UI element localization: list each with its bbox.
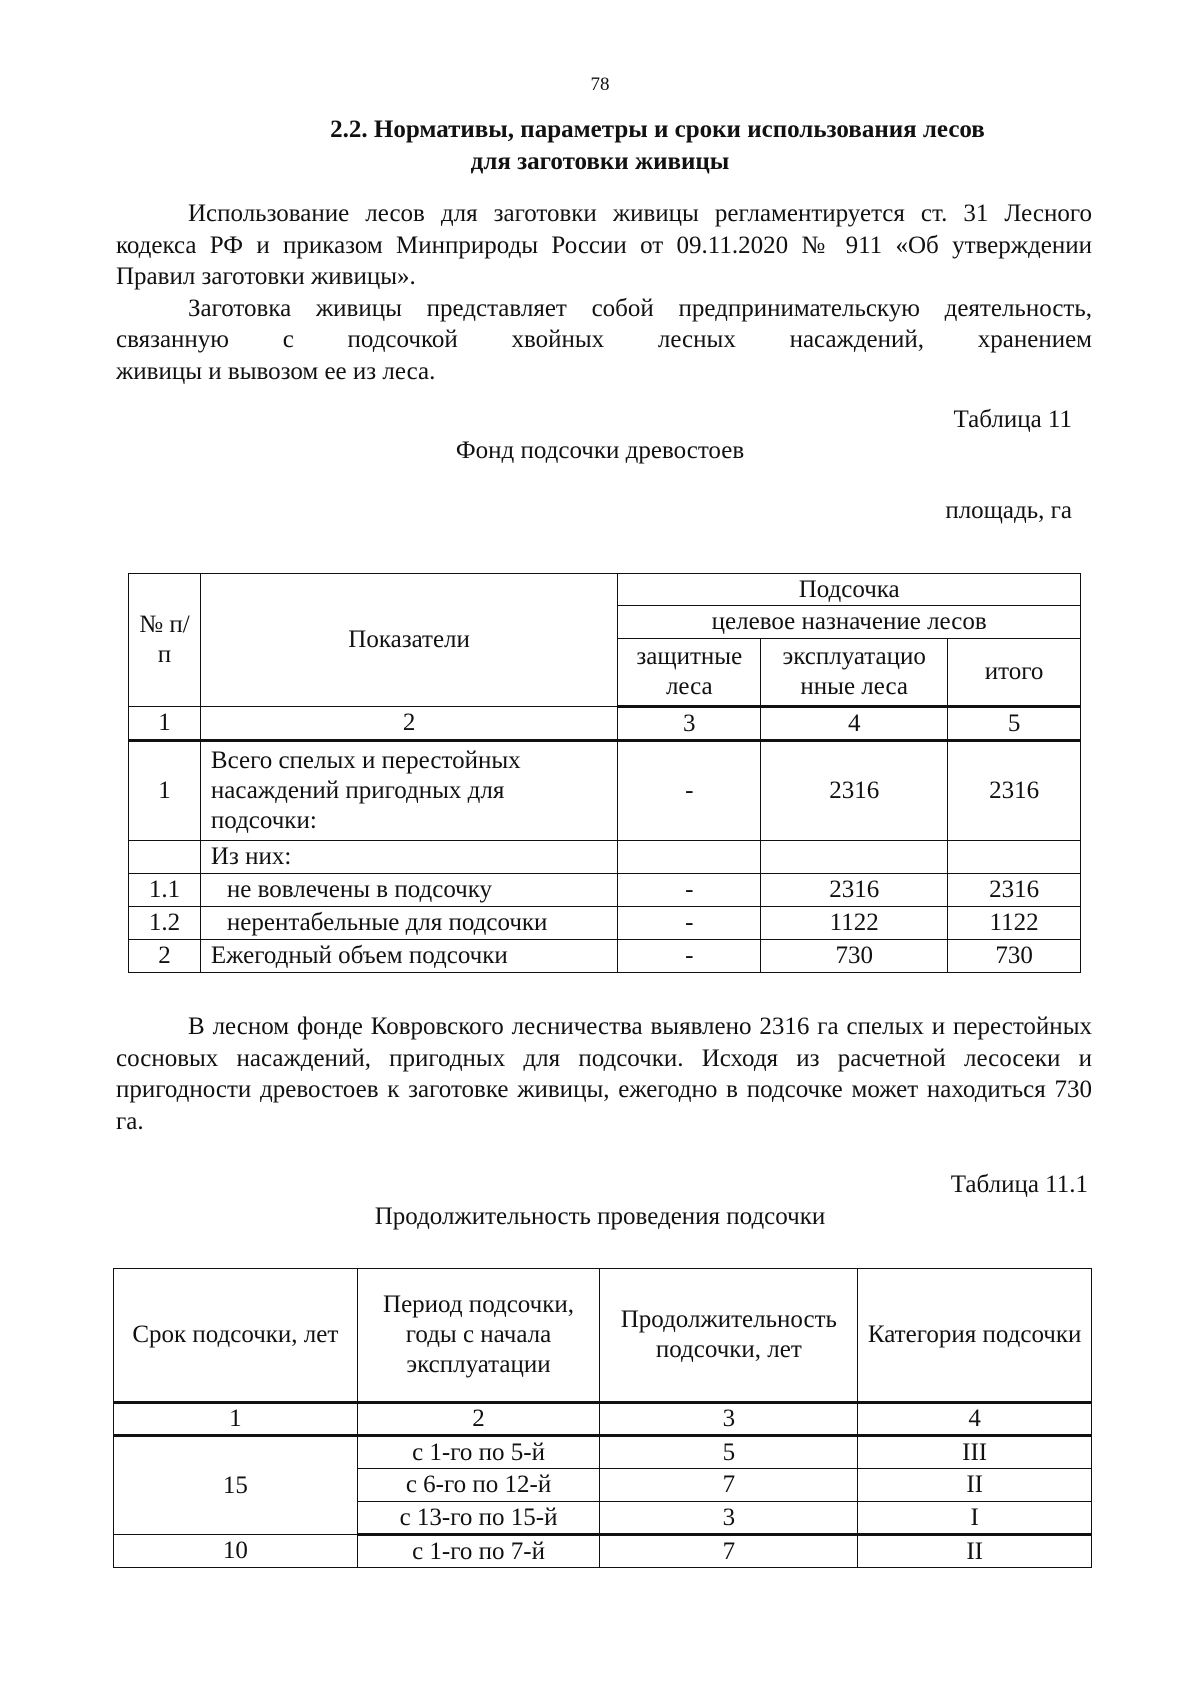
table-row — [114, 1436, 1092, 1469]
section-title-line2: для заготовки живицы — [470, 148, 730, 175]
row-name: Из них: — [200, 841, 617, 874]
table-row — [114, 1535, 1092, 1568]
row-duration: 7 — [600, 1535, 858, 1568]
row-exploit: 2316 — [761, 874, 948, 907]
row-period: с 6-го по 12-й — [357, 1469, 600, 1502]
table-row — [129, 874, 1081, 907]
colnum-2: 2 — [200, 707, 617, 741]
table-row — [129, 907, 1081, 940]
intro-text — [116, 198, 1092, 387]
header-protective: защитные леса — [618, 639, 761, 707]
header-subgroup: целевое назначение лесов — [618, 606, 1081, 639]
row-total: 2316 — [948, 741, 1081, 841]
header-period: Период подсочки, годы с начала эксплуатации — [357, 1269, 600, 1403]
colnum-4: 4 — [761, 707, 948, 741]
row-protective: - — [618, 940, 761, 973]
row-exploit — [761, 841, 948, 874]
term-15: 15 — [114, 1436, 358, 1535]
row-period: с 13-го по 15-й — [357, 1502, 600, 1535]
table-row — [129, 741, 1081, 841]
header-group: Подсочка — [618, 574, 1081, 606]
table11-1 — [113, 1268, 1092, 1568]
colnum-5: 5 — [948, 707, 1081, 741]
row-duration: 7 — [600, 1469, 858, 1502]
table11 — [128, 573, 1081, 973]
header-term: Срок подсочки, лет — [114, 1269, 358, 1403]
row-total: 2316 — [948, 874, 1081, 907]
row-protective: - — [618, 741, 761, 841]
row-num — [129, 841, 201, 874]
row-protective: - — [618, 874, 761, 907]
row-exploit: 730 — [761, 940, 948, 973]
section-title — [0, 114, 1200, 178]
row-total: 1122 — [948, 907, 1081, 940]
table11-title: Фонд подсочки древостоев — [455, 437, 745, 464]
table-row — [129, 940, 1081, 973]
row-category: I — [858, 1502, 1092, 1535]
header-num: № п/п — [129, 574, 201, 707]
section-title-line1: 2.2. Нормативы, параметры и сроки использования лесов — [330, 116, 985, 143]
row-num: 1 — [129, 741, 201, 841]
row-period: с 1-го по 5-й — [357, 1436, 600, 1469]
page-number: 78 — [590, 74, 610, 95]
intro-paragraph-2-end: живицы и вывозом ее из леса. — [116, 357, 436, 385]
row-category: III — [858, 1436, 1092, 1469]
row-num: 1.2 — [129, 907, 201, 940]
row-protective — [618, 841, 761, 874]
row-name: Всего спелых и перестойных насаждений пригодных для подсочки: — [200, 741, 617, 841]
row-protective: - — [618, 907, 761, 940]
row-name: не вовлечены в подсочку — [200, 874, 617, 907]
table-row — [129, 841, 1081, 874]
colnum-1: 1 — [114, 1403, 358, 1436]
row-exploit: 1122 — [761, 907, 948, 940]
middle-paragraph: В лесном фонде Ковровского лесничества выявлено 2316 га спелых и перестойных сосновых насаждений, пригодных для подсочки. Исходя из расчетной лесосеки и пригодности древостоев к заготовке живицы, ежегодно в подсочке может находиться 730 га. — [116, 1013, 1092, 1135]
colnum-3: 3 — [618, 707, 761, 741]
header-duration: Продолжительность подсочки, лет — [600, 1269, 858, 1403]
intro-paragraph-1: Использование лесов для заготовки живицы регламентируется ст. 31 Лесного кодекса РФ и приказом Минприроды России от 09.11.2020 № 911 «Об утверждении Правил заготовки живицы». — [116, 200, 1092, 290]
table11-unit: площадь, га — [945, 497, 1072, 524]
table11-1-title: Продолжительность проведения подсочки — [374, 1203, 826, 1230]
header-total: итого — [948, 639, 1081, 707]
colnum-2: 2 — [357, 1403, 600, 1436]
row-duration: 5 — [600, 1436, 858, 1469]
row-total — [948, 841, 1081, 874]
row-exploit: 2316 — [761, 741, 948, 841]
colnum-3: 3 — [600, 1403, 858, 1436]
header-indicator: Показатели — [200, 574, 617, 707]
row-category: II — [858, 1535, 1092, 1568]
table11-1-label: Таблица 11.1 — [950, 1171, 1088, 1198]
middle-text — [116, 1011, 1092, 1137]
colnum-1: 1 — [129, 707, 201, 741]
row-period: с 1-го по 7-й — [357, 1535, 600, 1568]
row-name: нерентабельные для подсочки — [200, 907, 617, 940]
row-duration: 3 — [600, 1502, 858, 1535]
row-name: Ежегодный объем подсочки — [200, 940, 617, 973]
header-category: Категория подсочки — [858, 1269, 1092, 1403]
row-num: 1.1 — [129, 874, 201, 907]
term-10: 10 — [114, 1535, 358, 1568]
row-total: 730 — [948, 940, 1081, 973]
header-exploit: эксплуатацио нные леса — [761, 639, 948, 707]
intro-paragraph-2: Заготовка живицы представляет собой предпринимательскую деятельность, связанную с подсочкой хвойных лесных насаждений, хранением — [116, 294, 1092, 353]
row-category: II — [858, 1469, 1092, 1502]
row-num: 2 — [129, 940, 201, 973]
table11-label: Таблица 11 — [953, 406, 1072, 433]
colnum-4: 4 — [858, 1403, 1092, 1436]
